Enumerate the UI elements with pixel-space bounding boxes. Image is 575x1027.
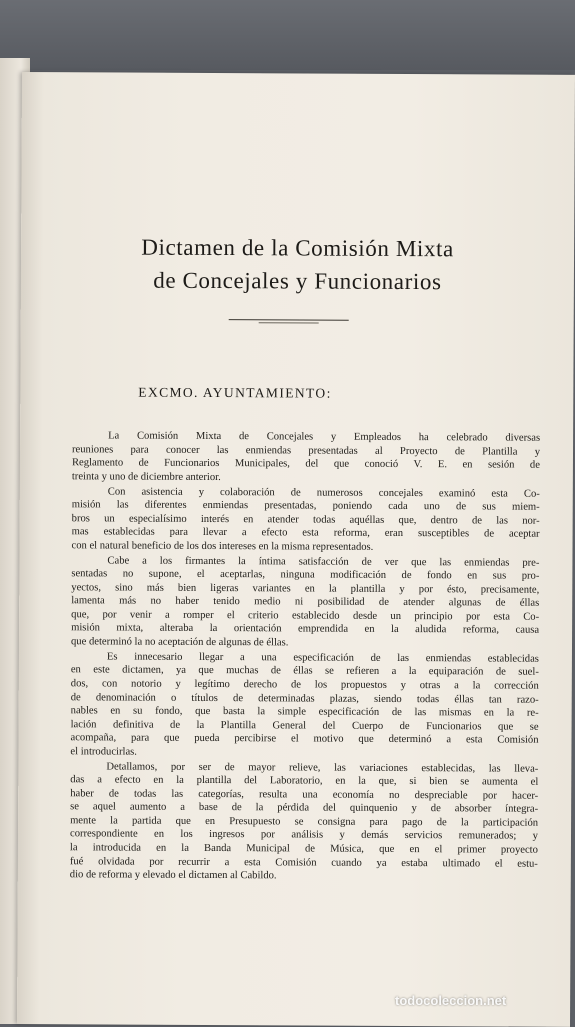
body-text <box>70 429 540 885</box>
text-line: mente la partida que en Presupuesto se consigna para pago de la participación <box>70 815 539 829</box>
text-line: Detallamos, por ser de mayor relieve, las variaciones establecidas, las lleva- <box>106 761 539 775</box>
text-line: dio de reforma y elevado el dictamen al Cabildo. <box>69 869 277 882</box>
text-line: nables en su fondo, que basta la simple especificación de las mismas en la re- <box>70 705 539 719</box>
salutation: EXCMO. AYUNTAMIENTO: <box>138 384 332 401</box>
title-divider <box>229 319 349 321</box>
text-line: correspondiente en los ingresos por análisis y demás servicios remunerados; y <box>69 828 539 843</box>
text-line: lación definitiva de la Plantilla General del Cuerpo de Funcionarios que se <box>70 718 539 733</box>
watermark: todocoleccion.net <box>395 993 507 1008</box>
text-line: La Comisión Mixta de Concejales y Empleados ha celebrado diversas <box>108 430 541 444</box>
text-line: el introducirlas. <box>70 746 137 758</box>
text-line: misión las diferentes enmiendas presentadas, poniendo cada uno de sus miem- <box>71 499 540 513</box>
text-line: Con asistencia y colaboración de numerosos concejales examinó esta Co- <box>107 486 540 500</box>
text-line: fué olvidada por recurrir a esta Comisión cuando ya estaba ultimado el estu- <box>69 855 538 870</box>
page-title <box>21 230 574 299</box>
text-line: treinta y uno de diciembre anterior. <box>71 470 221 483</box>
text-line: dos, con notorio y legítimo derecho de los propuestos y otras a la corrección <box>70 678 539 692</box>
text-line: Reglamento de Funcionarios Municipales, del que conoció V. E. en sesión de <box>71 457 540 471</box>
text-line: de denominación o títulos de determinadas plazas, siendo todas éllas tan razo- <box>70 691 539 706</box>
text-line: bros un especialísimo interés en atender todas aquéllas que, dentro de las nor- <box>71 512 540 527</box>
paragraph <box>72 429 540 486</box>
text-line: reuniones para conocer las enmiendas presentadas al Proyecto de Plantilla y <box>71 443 541 458</box>
text-line: acompaña, para que pueda percibirse el motivo que determinó a esta Comisión <box>70 732 539 746</box>
text-line: se aquel aumento a base de la pérdida del quinquenio y de absorber íntegra- <box>70 801 539 816</box>
document-page <box>17 72 575 1027</box>
paragraph <box>71 554 539 651</box>
text-line: das a efecto en la plantilla del Laboratorio, en la que, si bien se aumenta el <box>70 774 539 788</box>
background-surface <box>0 0 575 70</box>
text-line: mas establecidas para llevar a efecto esta reforma, eran susceptibles de aceptar <box>71 526 540 540</box>
title-line-2: de Concejales y Funcionarios <box>153 267 442 295</box>
text-line: lamenta más no haber tenido medio ni posibilidad de atender algunas de éllas <box>71 595 540 610</box>
title-line-1: Dictamen de la Comisión Mixta <box>141 234 454 262</box>
text-line: con el natural beneficio de los dos intereses en la misma representados. <box>71 540 374 553</box>
paragraph <box>70 650 539 761</box>
text-line: misión mixta, alteraba la orientación emprendida en la aludida reforma, causa <box>71 622 540 637</box>
paragraph <box>71 485 539 555</box>
text-line: Es innecesario llegar a una especificación de las enmiendas establecidas <box>106 651 539 665</box>
text-line: haber de todas las categorías, resulta una economía no despreciable por hacer- <box>70 788 539 802</box>
text-line: que, por venir a romper el criterio establecido desde un principio por esta Co- <box>71 609 540 623</box>
text-line: Cabe a los firmantes la íntima satisfacción de ver que las enmiendas pre- <box>107 555 540 569</box>
text-line: que determinó la no aceptación de algunas de éllas. <box>70 636 289 649</box>
text-line: sentadas no supone, el aceptarlas, ninguna modificación de fondo en sus pro- <box>71 568 540 582</box>
text-line: la introducida en la Banda Municipal de Música, que en el primer proyecto <box>69 842 538 856</box>
text-line: en este dictamen, ya que muchas de éllas se refieren a la equiparación de suel- <box>70 664 539 679</box>
paragraph <box>70 760 539 884</box>
text-line: yectos, sino más bien ligeras variantes en la plantilla y por ésto, precisamente, <box>71 582 540 596</box>
